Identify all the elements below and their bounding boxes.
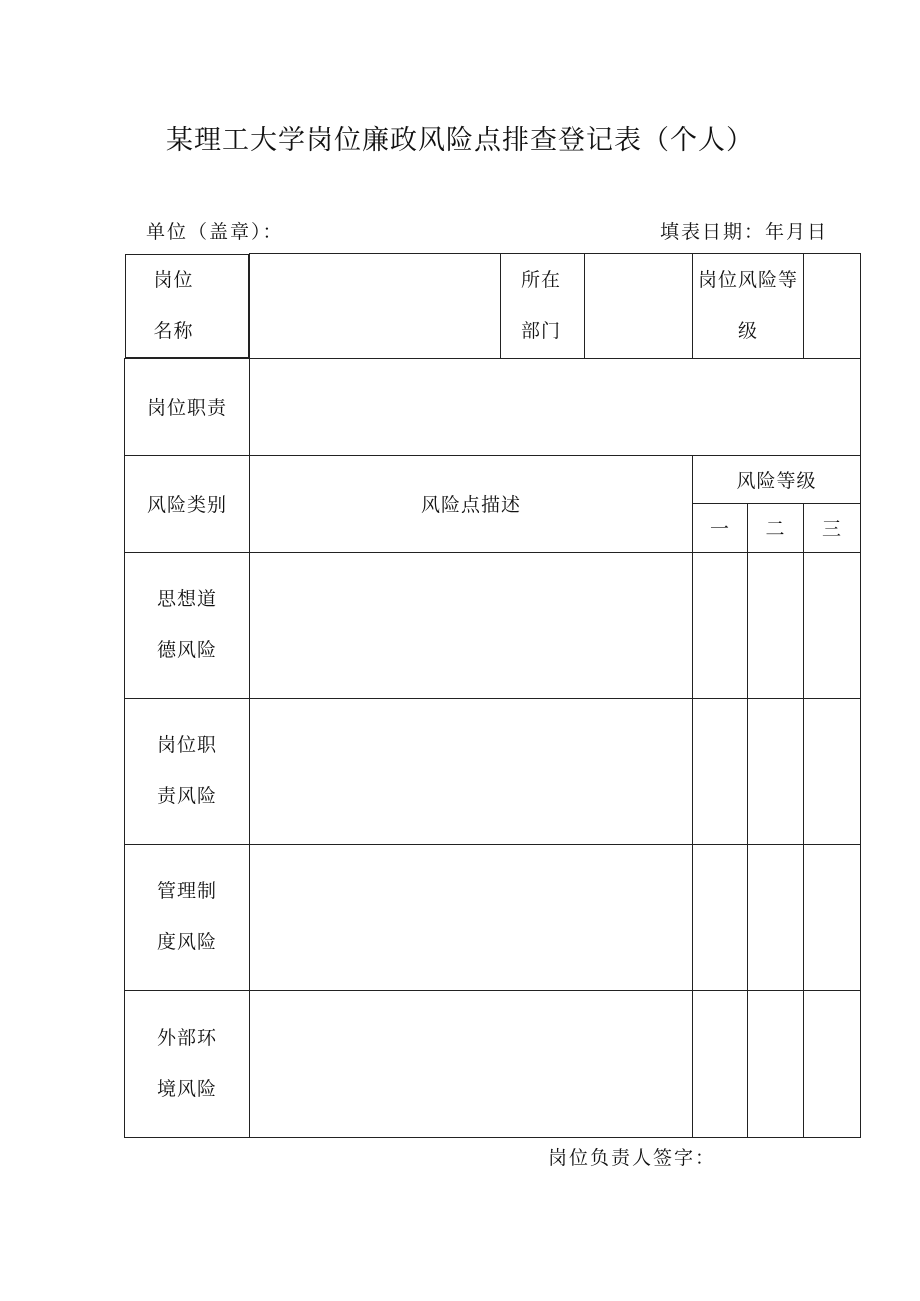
position-name-label-line2: 名称 xyxy=(153,319,194,342)
category-label-line2: 境风险 xyxy=(156,1077,217,1100)
position-name-label-cell xyxy=(125,254,250,358)
position-risk-level-label-line2: 级 xyxy=(738,319,759,342)
risk-registration-table xyxy=(124,253,861,1138)
risk-description-header xyxy=(250,455,693,552)
department-label-cell xyxy=(501,254,585,359)
risk-description-field[interactable] xyxy=(250,552,693,698)
position-risk-level-label-cell xyxy=(693,254,804,359)
fill-date-label: 填表日期：年月日 xyxy=(660,221,829,243)
category-label-line1: 岗位职 xyxy=(156,734,217,756)
category-row-external xyxy=(125,990,861,1137)
unit-stamp-label: 单位（盖章）： xyxy=(146,221,284,243)
category-label-line2: 责风险 xyxy=(156,785,217,807)
level-one-field[interactable] xyxy=(693,698,748,844)
duties-label-cell xyxy=(125,358,250,455)
risk-category-header-text: 风险类别 xyxy=(146,494,227,516)
level-one-header: 一 xyxy=(693,503,748,552)
category-label-line2: 德风险 xyxy=(156,639,217,661)
position-name-label-line1: 岗位 xyxy=(153,268,194,291)
level-one-field[interactable] xyxy=(693,990,748,1137)
level-two-field[interactable] xyxy=(748,990,804,1137)
risk-level-header-text: 风险等级 xyxy=(736,469,817,492)
category-label-line1: 外部环 xyxy=(156,1026,217,1049)
level-three-field[interactable] xyxy=(804,698,861,844)
signature-label: 岗位负责人签字： xyxy=(548,1147,717,1169)
level-three-header: 三 xyxy=(804,503,861,552)
duties-field[interactable] xyxy=(250,358,861,455)
risk-description-field[interactable] xyxy=(250,844,693,990)
department-label-line2: 部门 xyxy=(521,319,562,342)
level-two-field[interactable] xyxy=(748,698,804,844)
risk-level-header xyxy=(693,455,861,503)
duties-label: 岗位职责 xyxy=(146,397,227,419)
risk-description-field[interactable] xyxy=(250,990,693,1137)
category-label-cell xyxy=(125,990,250,1137)
category-label-line1: 思想道 xyxy=(156,588,217,610)
category-label-line1: 管理制 xyxy=(156,880,217,902)
level-one-field[interactable] xyxy=(693,552,748,698)
column-header-row xyxy=(125,455,861,503)
level-three-field[interactable] xyxy=(804,552,861,698)
level-three-field[interactable] xyxy=(804,844,861,990)
level-three-field[interactable] xyxy=(804,990,861,1137)
category-label-cell xyxy=(125,698,250,844)
level-two-field[interactable] xyxy=(748,552,804,698)
category-row-system xyxy=(125,844,861,990)
position-risk-level-field[interactable] xyxy=(804,254,861,359)
risk-description-field[interactable] xyxy=(250,698,693,844)
page-title: 某理工大学岗位廉政风险点排查登记表（个人） xyxy=(166,125,754,156)
department-field[interactable] xyxy=(585,254,693,359)
duties-row xyxy=(125,358,861,455)
category-label-line2: 度风险 xyxy=(156,931,217,953)
position-risk-level-label-line1: 岗位风险等 xyxy=(698,268,799,291)
category-row-duty xyxy=(125,698,861,844)
department-label-line1: 所在 xyxy=(521,268,562,291)
basic-info-row xyxy=(125,254,861,359)
risk-description-header-text: 风险点描述 xyxy=(420,494,521,516)
level-two-field[interactable] xyxy=(748,844,804,990)
risk-category-header xyxy=(125,455,250,552)
category-label-cell xyxy=(125,844,250,990)
level-one-field[interactable] xyxy=(693,844,748,990)
level-two-header: 二 xyxy=(748,503,804,552)
position-name-field[interactable] xyxy=(250,254,501,359)
category-label-cell xyxy=(125,552,250,698)
category-row-ideology xyxy=(125,552,861,698)
